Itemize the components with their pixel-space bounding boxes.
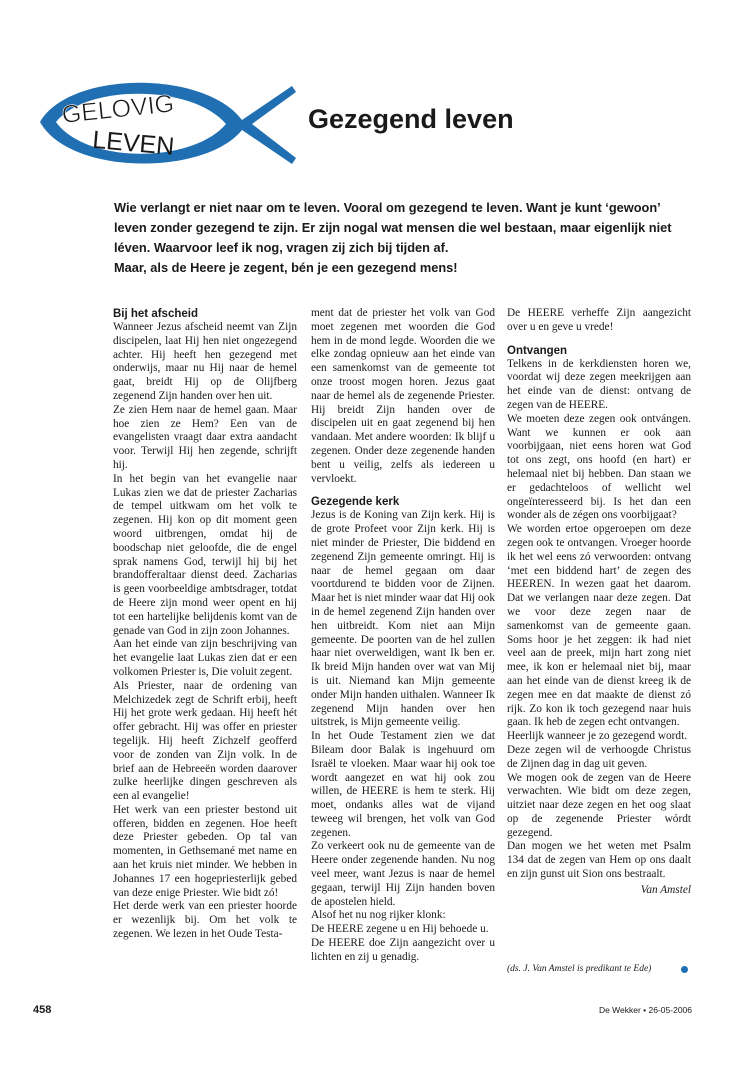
paragraph: Telkens in de kerkdiensten horen we, voordat wij deze zegen meekrijgen aan het einde van de dienst: ontvang de zegen van de HEERE. [507,357,691,411]
section-heading: Gezegende kerk [311,496,400,509]
paragraph: Jezus is de Koning van Zijn kerk. Hij is de grote Profeet voor Zijn kerk. Hij is niet minder de Priester, Die biddend en zegenend Zijn gemeente omringt. Hij is naar de hemel gegaan om daar voortdurend te bidden voor de Zijnen. Maar het is niet minder waar dat Hij ook in de hemel zegenend Zijn handen over hen uitbreidt. Kom niet aan Mijn gemeente. De poorten van de hel zullen haar niet overweldigen, want Ik ben er. Ik breid Mijn handen over wat van Mij is uit. Niemand kan Mijn gemeente onder Mijn handen uithalen. Wanneer Ik zegenend Mijn handen over hen uitstrek, is Mijn gemeente veilig. [311,509,495,729]
paragraph: Wanneer Jezus afscheid neemt van Zijn discipelen, laat Hij hen niet ongezegend achter. Hij heeft hen gezegend met onderwijs, maar nu Hij naar de hemel gaat, breidt Hij op de Olijfberg zegenend Zijn handen over hen uit. [113,321,297,402]
logo-line1: GELOVIG [60,89,176,130]
paragraph: Als Priester, naar de ordening van Melchizedek zegt de Schrift erbij, heeft Hij het grote werk gedaan. Hij heeft hét offer gebracht. Hij was offer en priester tegelijk. Hij heeft Zichzelf geofferd voor de zonden van Zijn volk. In de brief aan de Hebreeën worden daarover zulke heerlijke dingen geschreven als een al evangelie! [113,679,297,803]
paragraph: Alsof het nu nog rijker klonk: [311,909,446,922]
paragraph: Zo verkeert ook nu de gemeente van de Heere onder zegenende handen. Nu nog veel meer, want Jezus is naar de hemel gegaan, terwijl Hij Zijn handen boven de apostelen hield. [311,840,495,908]
paragraph: De HEERE zegene u en Hij behoede u. [311,923,489,936]
section-heading: Ontvangen [507,344,568,357]
column-1 [113,307,297,942]
section-heading: Bij het afscheid [113,308,198,320]
paragraph: In het Oude Testament zien we dat Bileam door Balak is ingehuurd om Israël te vloeken. Maar waar hij ook toe wordt aangezet en wat hij ook zou willen, de HEERE is hem te sterk. Hij moet, ondanks alles wat de vijand teweeg wil brengen, het volk van God zegenen. [311,730,495,839]
paragraph: De HEERE verheffe Zijn aangezicht over u en geve u vrede! [507,307,691,333]
intro [114,198,694,278]
paragraph: Dan mogen we het weten met Psalm 134 dat de zegen van Hem op ons daalt en zijn gunst uit Sion ons bestraalt. [507,840,691,881]
column-3 [507,307,691,898]
logo-line2: LEVEN [91,125,176,161]
paragraph: We mogen ook de zegen van de Heere verwachten. Wie bidt om deze zegen, uitziet naar deze zegen en het oog slaat op de zegenende Priester wórdt gezegend. [507,771,691,839]
paragraph: We moeten deze zegen ook ontvángen. Want we kunnen er ook aan voorbijgaan, niet eens horen wat God tot ons zegt, ons hoofd (en hart) er helemaal niet bij hebben. Dan staan we er gedachteloos of wellicht wel ongeïnteresseerd bij. Is het dan een wonder als de zégen ons voorbijgaat? [507,412,691,522]
page-title: Gezegend leven [308,104,514,134]
author-note: (ds. J. Van Amstel is predikant te Ede) [507,964,652,974]
paragraph: Het derde werk van een priester hoorde er wezenlijk bij. Om het volk te zegenen. We lezen in het Oude Testa- [113,900,297,941]
paragraph: Ze zien Hem naar de hemel gaan. Maar hoe zien ze Hem? Een van de evangelisten vraagt daar extra aandacht voor. Terwijl Hij hen zegende, schrijft hij. [113,403,297,471]
paragraph: Aan het einde van zijn beschrijving van het evangelie laat Lukas zien dat er een volkomen Priester is, Die voluit zegent. [113,638,297,678]
end-mark-icon [681,966,688,973]
intro-paragraph: Wie verlangt er niet naar om te leven. Vooral om gezegend te leven. Want je kunt ‘gewoon’ leven zonder gezegend te zijn. Er zijn nogal wat mensen die wel bestaan, maar eigenlijk niet léven. Waarvoor leef ik nog, vragen zij zich bij tijden af. [114,200,672,255]
column-2 [311,307,495,965]
paragraph: ment dat de priester het volk van God moet zegenen met woorden die God hem in de mond legde. Woorden die we elke zondag opnieuw aan het einde van een samenkomst van de gemeente tot onze troost mogen horen. Jezus gaat naar de hemel als de zegenende Priester. Hij breidt Zijn handen over de discipelen uit en gaat zegenend bij hen vandaan. Met andere woorden: Ik blijf u zegenen. Onder deze zegenende handen bent u veilig, zelfs als iedereen u vervloekt. [311,307,495,485]
paragraph: Deze zegen wil de verhoogde Christus de Zijnen dag in dag uit geven. [507,743,691,770]
paragraph: Heerlijk wanneer je zo gezegend wordt. [507,730,688,743]
publication-footer: De Wekker • 26-05-2006 [598,1005,692,1015]
paragraph: In het begin van het evangelie naar Lukas zien we dat de priester Zacharias de tempel uitkwam om het volk te zegenen. Hij kon op dit moment geen woord uitbrengen, omdat hij de boodschap niet geloofde, die de engel sprak namens God, terwijl hij bij het brandofferaltaar dienst deed. Zacharias is geen voorbeeldige ambtsdrager, totdat de Heere zijn mond weer opent en hij tot een hartelijke belijdenis komt van de genade van God in zijn zoon Johannes. [113,472,297,637]
author-signature: Van Amstel [640,883,691,896]
intro-paragraph: Maar, als de Heere je zegent, bén je een gezegend mens! [114,260,458,275]
paragraph: We worden ertoe opgeroepen om deze zegen ook te ontvangen. Vroeger hoorde ik het wel eens zó verwoorden: ontvang ‘met een biddend hart’ de zegen des HEEREN. In wezen gaat het daarom. Dat we verlangen naar deze zegen. Dat we voor deze zegen naar de samenkomst van de gemeente gaan. Soms hoor je het zeggen: ik had niet veel aan de preek, mijn hart zong niet mee, ik kon er helemaal niet bij, maar aan het einde van de dienst kreeg ik de zegen mee en dat maakte de dienst zó rijk. Zo kon ik toch gezegend naar huis gaan. Ik heb de zegen echt ontvangen. [507,523,691,729]
gelovig-leven-logo [30,72,302,174]
paragraph: De HEERE doe Zijn aangezicht over u lichten en zij u genadig. [311,937,495,963]
page-number: 458 [33,1004,52,1016]
paragraph: Het werk van een priester bestond uit offeren, bidden en zegenen. Hoe heeft deze Priester gebeden. Op tal van momenten, in Gethsemané met name en aan het kruis niet minder. We hebben in Johannes 17 een hogepriesterlijk gebed van deze enige Priester. Wie bidt zó! [113,803,297,899]
